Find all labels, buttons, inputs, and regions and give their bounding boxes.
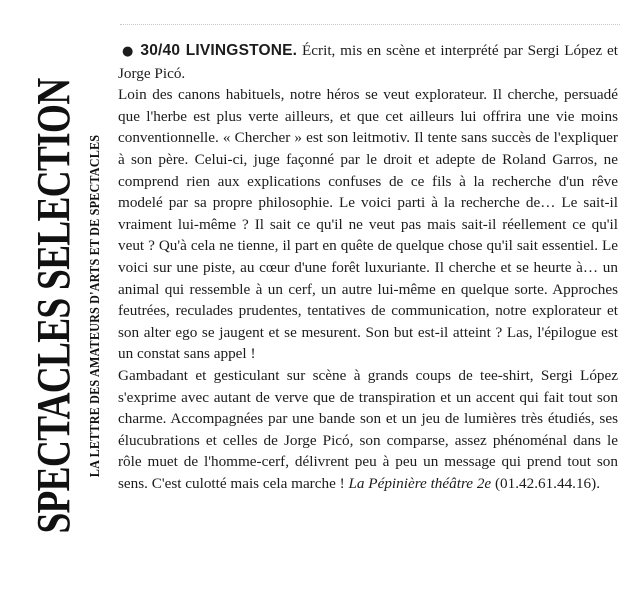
masthead [0, 0, 110, 606]
article-paragraph-2-body: Gambadant et gesticulant sur scène à grands coups de tee-shirt, Sergi López s'exprime avec autant de verve que de transpiration et un accent qui fait tout son charme. Accompagnées par une bande son et un jeu de lumières très étudiés, ses élucubrations et celles de Jorge Picó, son comparse, assez phénoménal dans le rôle muet de l'homme-cerf, délivrent peu à peu un message qui prend tout son sens. C'est culotté mais cela marche ! [118, 366, 618, 492]
masthead-subtitle: LA LETTRE DES AMATEURS D'ARTS ET DE SPECTACLES [87, 134, 102, 478]
article-phone: (01.42.61.44.16). [491, 474, 601, 492]
article-headline: 30/40 LIVINGSTONE. [140, 42, 298, 59]
article-paragraph-2 [118, 365, 618, 495]
article-paragraph-1: Loin des canons habituels, notre héros se veut explorateur. Il cherche, persuadé que l'herbe est plus verte ailleurs, et que cet ailleurs lui offrira une vie moins conventionnelle. « Chercher » est son leitmotiv. Il tente sans succès de l'expliquer à son père. Celui-ci, juge façonné par le droit et adepte de Roland Garros, ne comprend rien aux explications confuses de ce fils à la recherche d'un rêve modelé par sa propre philosophie. Le voici parti à la recherche de… Le sait-il vraiment lui-même ? Il sait ce qu'il ne veut pas mais sait-il réellement ce qu'il veut ? Qu'à cela ne tienne, il part en quête de quelque chose qu'il sait essentiel. Le voici sur une piste, au cœur d'une forêt luxuriante. Il cherche et se heurte à… un animal qui ressemble à un cerf, un autre lui-même en quelque sorte. Approches feutrées, reculades prudentes, tentatives de communication, notre explorateur et son alter ego se jaugent et se mesurent. Son but est-il atteint ? Las, l'épilogue est un constat sans appel ! [118, 86, 618, 363]
top-rule [120, 24, 620, 26]
article-review [118, 40, 618, 494]
bullet-dot-icon: ● [122, 44, 135, 59]
article-credits: Écrit, mis en scène et interprété par Sergi López et Jorge Picó. [118, 42, 619, 82]
masthead-title: SPECTACLES SELECTION [27, 78, 81, 534]
article-venue: La Pépinière théâtre 2e [348, 474, 492, 492]
article-heading [118, 40, 618, 84]
